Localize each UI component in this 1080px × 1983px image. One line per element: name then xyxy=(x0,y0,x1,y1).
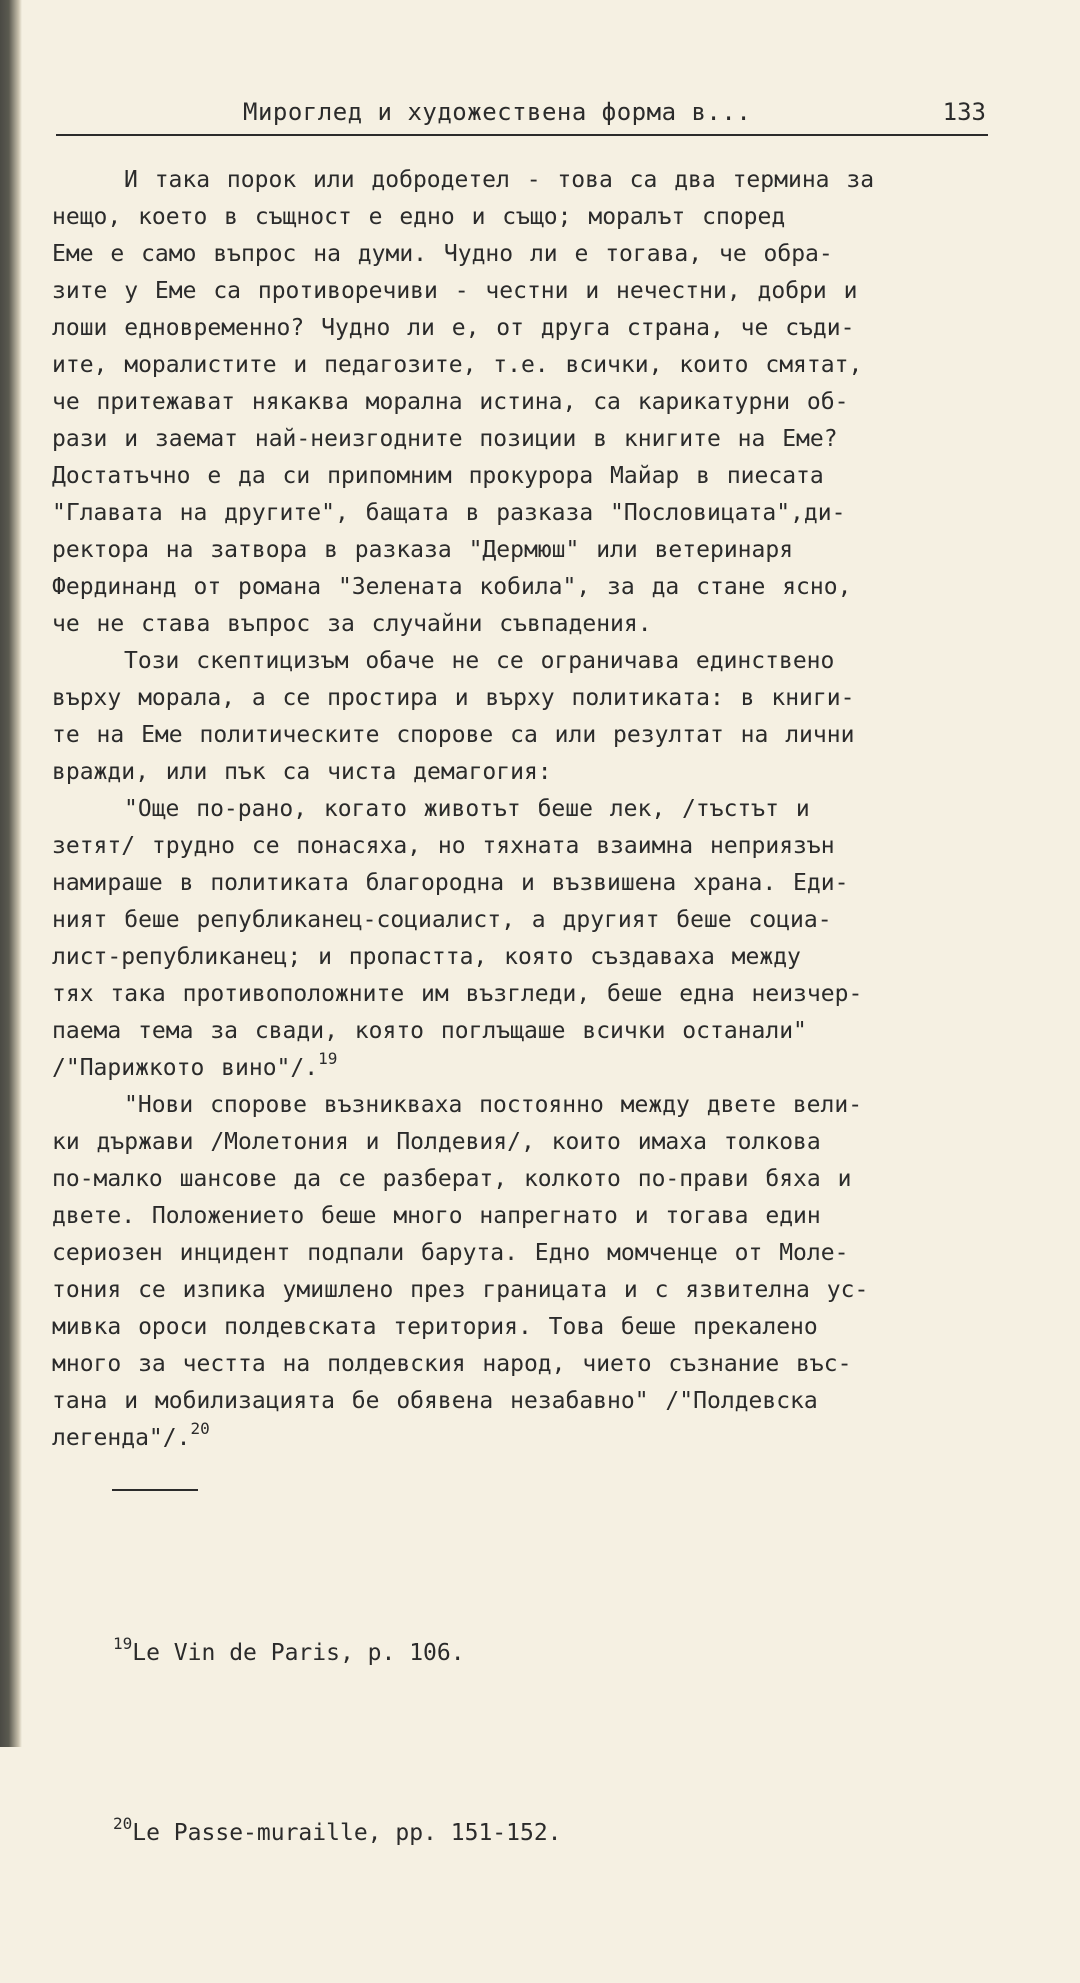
text-line: Фердинанд от романа "Зелената кобила", за да стане ясно, xyxy=(52,574,852,600)
text-line: вражди, или пък са чиста демагогия: xyxy=(52,759,552,785)
text-line: върху морала, а се простира и върху политиката: в книги- xyxy=(52,685,855,711)
quote-line: "Още по-рано, когато животът беше лек, /тъстът и xyxy=(124,796,810,822)
quote-line: ният беше републиканец-социалист, а другият беше социа- xyxy=(52,907,832,933)
body-text xyxy=(52,162,992,1457)
text-line: И така порок или добродетел - това са два термина за xyxy=(124,167,875,193)
page-number: 133 xyxy=(942,98,986,126)
quote-line: мивка ороси полдевската територия. Това беше прекалено xyxy=(52,1314,818,1340)
running-header xyxy=(56,98,988,136)
quote-line: зетят/ трудно се понасяха, но тяхната взаимна неприязън xyxy=(52,833,835,859)
text-line: ите, моралистите и педагозите, т.е. всички, които смятат, xyxy=(52,352,863,378)
footnotes xyxy=(113,1503,562,1983)
footnote-separator xyxy=(112,1489,198,1491)
quote-line: "Нови спорове възникваха постоянно между двете вели- xyxy=(124,1092,863,1118)
quote-source: легенда"/. xyxy=(52,1425,191,1451)
footnote-number: 20 xyxy=(113,1814,133,1833)
text-line: те на Еме политическите спорове са или резултат на лични xyxy=(52,722,855,748)
footnote-number: 19 xyxy=(113,1634,133,1653)
text-line: лоши едновременно? Чудно ли е, от друга страна, че съди- xyxy=(52,315,855,341)
footnote-20 xyxy=(113,1803,562,1863)
quote-line: сериозен инцидент подпали барута. Едно момченце от Моле- xyxy=(52,1240,849,1266)
text-line: Този скептицизъм обаче не се ограничава единствено xyxy=(124,648,835,674)
quote-line: намираше в политиката благородна и възвишена храна. Еди- xyxy=(52,870,849,896)
quote-line: тана и мобилизацията бе обявена незабавно" /"Полдевска xyxy=(52,1388,818,1414)
text-line: ректора на затвора в разказа "Дермюш" или ветеринаря xyxy=(52,537,794,563)
quote-line-with-footnote xyxy=(52,1050,992,1087)
footnote-ref-19[interactable]: 19 xyxy=(318,1049,338,1068)
footnote-19 xyxy=(113,1623,562,1683)
quote-line: много за честта на полдевския народ, чието съзнание въс- xyxy=(52,1351,852,1377)
footnote-ref-20[interactable]: 20 xyxy=(190,1419,210,1438)
text-line: Еме е само въпрос на думи. Чудно ли е тогава, че обра- xyxy=(52,241,833,267)
quote-line: тония се изпика умишлено през границата и с язвителна ус- xyxy=(52,1277,869,1303)
quote-line: по-малко шансове да се разберат, колкото по-прави бяха и xyxy=(52,1166,852,1192)
text-line: че притежават някаква морална истина, са карикатурни об- xyxy=(52,389,849,415)
quote-line: паема тема за свади, която поглъщаше всички останали" xyxy=(52,1018,807,1044)
quote-line-with-footnote xyxy=(52,1420,992,1457)
quote-line: лист-републиканец; и пропастта, която създаваха между xyxy=(52,944,801,970)
quote-source: /"Парижкото вино"/. xyxy=(52,1055,319,1081)
text-line: че не става въпрос за случайни съвпадения. xyxy=(52,611,652,637)
text-line: зите у Еме са противоречиви - честни и нечестни, добри и xyxy=(52,278,858,304)
text-line: нещо, което в същност е едно и също; моралът според xyxy=(52,204,786,230)
text-line: Достатъчно е да си припомним прокурора Майар в пиесата xyxy=(52,463,824,489)
quote-line: ки държави /Молетония и Полдевия/, които имаха толкова xyxy=(52,1129,821,1155)
footnote-text: Le Vin de Paris, p. 106. xyxy=(132,1640,465,1666)
text-line: рази и заемат най-неизгодните позиции в книгите на Еме? xyxy=(52,426,838,452)
book-spine-shadow xyxy=(0,0,22,1747)
running-header-title: Мироглед и художествена форма в... xyxy=(243,98,752,126)
quote-line: двете. Положението беше много напрегнато и тогава един xyxy=(52,1203,821,1229)
text-line: "Главата на другите", бащата в разказа "Пословицата",ди- xyxy=(52,500,846,526)
footnote-text: Le Passe-muraille, pp. 151-152. xyxy=(132,1820,562,1846)
quote-line: тях така противоположните им възгледи, беше една неизчер- xyxy=(52,981,863,1007)
